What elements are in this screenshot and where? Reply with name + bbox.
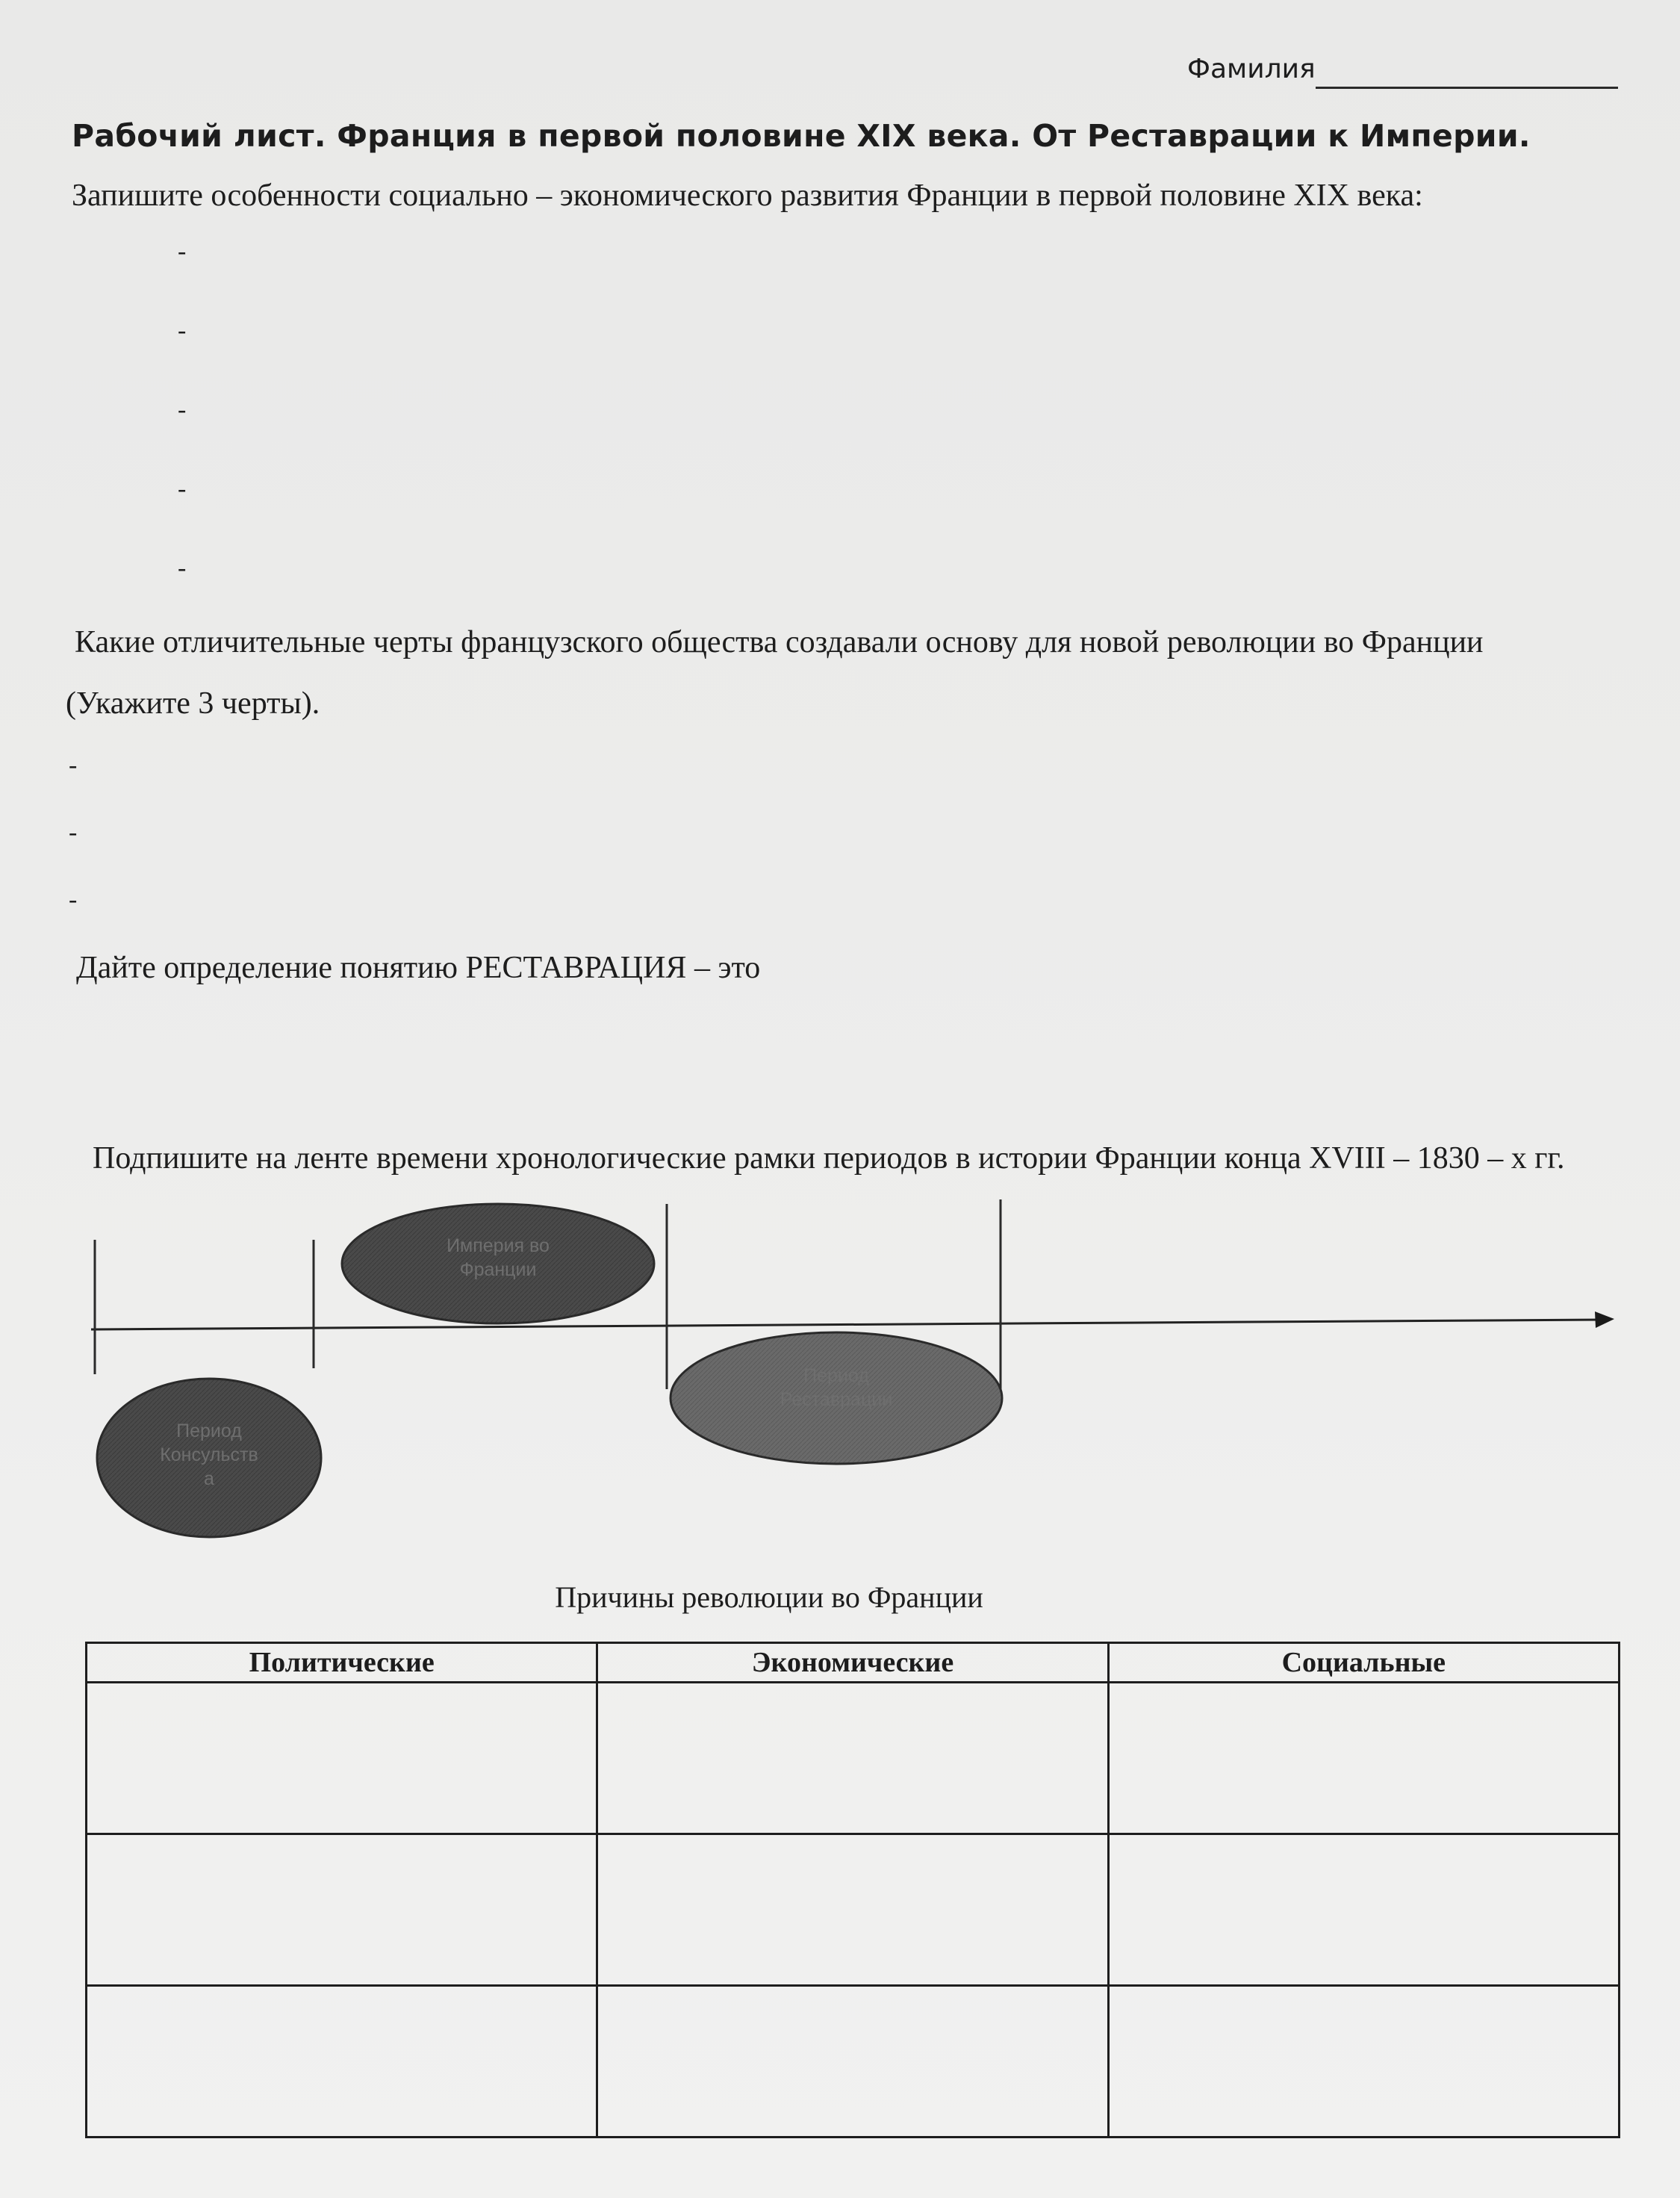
timeline [0,1195,1680,1553]
question-1: Запишите особенности социально – экономического развития Франции в первой половине XIX века: [72,178,1423,213]
timeline-axis [91,1311,1614,1329]
surname-input-line[interactable] [1316,87,1618,89]
period-restoration-label [743,1364,930,1412]
answer-dash-2-3[interactable]: - [69,886,78,913]
table-row [87,1683,1620,1834]
question-4: Подпишите на ленте времени хронологические рамки периодов в истории Франции конца XVIII – 1830 – х гг. [93,1141,1565,1176]
causes-table [85,1642,1620,2138]
table-row [87,1986,1620,2138]
table-cell[interactable] [87,1683,597,1834]
surname-label: Фамилия [1187,54,1316,84]
answer-dash-1-4[interactable]: - [178,475,187,503]
answer-dash-1-2[interactable]: - [178,317,187,344]
period-restoration-label-line-1: Период [803,1365,869,1386]
question-2: Какие отличительные черты французского общества создавали основу для новой революции во Франции [75,625,1484,659]
question-2-note: (Укажите 3 черты). [66,686,320,721]
table-cell[interactable] [597,1986,1108,2138]
period-empire-label-line-2: Франции [459,1259,537,1280]
answer-dash-2-2[interactable]: - [69,819,78,846]
column-header-social: Социальные [1108,1643,1619,1683]
table-cell[interactable] [1108,1834,1619,1986]
period-consulate-label-line-3: а [204,1468,214,1489]
answer-dash-2-1[interactable]: - [69,751,78,779]
period-consulate-label [127,1419,291,1491]
period-empire-label-line-1: Империя во [447,1235,550,1256]
table-row [87,1834,1620,1986]
answer-dash-1-5[interactable]: - [178,554,187,582]
period-consulate-label-line-1: Период [176,1421,242,1441]
period-empire-label [416,1234,580,1282]
column-header-economic: Экономические [597,1643,1108,1683]
table-cell[interactable] [1108,1986,1619,2138]
table-cell[interactable] [87,1834,597,1986]
period-restoration-label-line-2: Реставрации [780,1389,893,1410]
table-cell[interactable] [87,1986,597,2138]
period-consulate-label-line-2: Консульств [160,1444,258,1465]
question-3: Дайте определение понятию РЕСТАВРАЦИЯ – это [76,951,761,985]
table-cell[interactable] [597,1683,1108,1834]
worksheet-title: Рабочий лист. Франция в первой половине XIX века. От Реставрации к Империи. [72,118,1531,154]
table-cell[interactable] [597,1834,1108,1986]
table-cell[interactable] [1108,1683,1619,1834]
column-header-political: Политические [87,1643,597,1683]
causes-table-caption-text: Причины революции во Франции [555,1580,983,1614]
answer-dash-1-1[interactable]: - [178,238,187,265]
causes-table-caption [0,1580,1680,1615]
causes-table-header-row [87,1643,1620,1683]
answer-dash-1-3[interactable]: - [178,396,187,423]
